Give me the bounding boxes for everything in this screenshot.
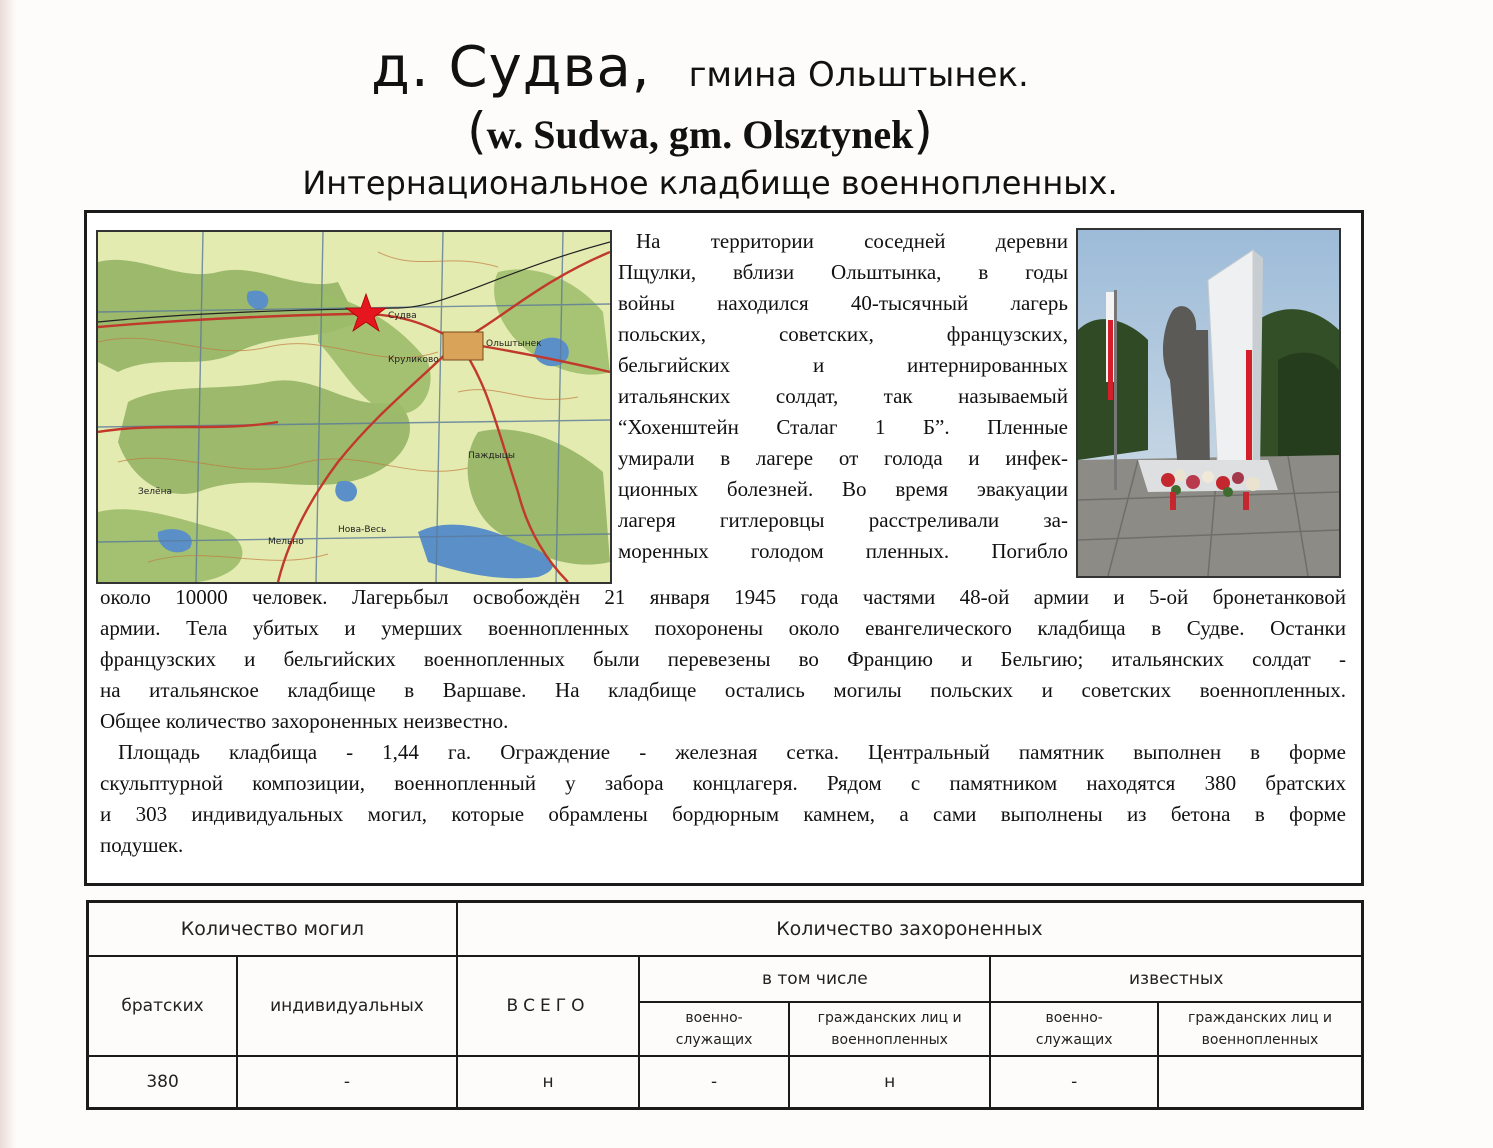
- text-line: “Хохенштейн Сталаг 1 Б”. Пленные: [618, 415, 1068, 439]
- text-line: скульптурной композиции, военнопленный у забора концлагеря. Рядом с памятником находятся 380 братских: [100, 771, 1346, 795]
- header-buried-count: Количество захороненных: [457, 902, 1363, 957]
- text-line: лагеря гитлеровцы расстреливали за-: [618, 508, 1068, 532]
- text-line: Площадь кладбища - 1,44 га. Ограждение - железная сетка. Центральный памятник выполнен в форме: [118, 740, 1346, 764]
- value-civilians-pow-known: [1158, 1056, 1363, 1109]
- latin-title: [0, 104, 1400, 159]
- open-paren: (: [467, 102, 487, 160]
- text-line: армии. Тела убитых и умерших военнопленных похоронены около евангелического кладбища в Судве. Останки: [100, 616, 1346, 640]
- text-line: польских, советских, французских,: [618, 322, 1068, 346]
- text-line: бельгийских и интернированных: [618, 353, 1068, 377]
- value-civilians-pow: н: [789, 1056, 991, 1109]
- commune-name: гмина Ольштынек.: [688, 55, 1029, 95]
- header-including: в том числе: [639, 956, 990, 1002]
- table-header-row: [88, 956, 1363, 1002]
- header-civilians-pow-known: гражданских лиц и военнопленных: [1158, 1002, 1363, 1056]
- header-mass-graves: братских: [88, 956, 238, 1056]
- memorial-photo: [1076, 228, 1341, 578]
- text-line: итальянских солдат, так называемый: [618, 384, 1068, 408]
- text-line: подушек.: [100, 833, 184, 857]
- map-label-sudwa: Судва: [388, 311, 417, 321]
- value-military-known: -: [990, 1056, 1158, 1109]
- page-subtitle: Интернациональное кладбище военнопленных.: [302, 164, 1118, 202]
- map-graphic: [98, 232, 610, 582]
- text-line: ционных болезней. Во время эвакуации: [618, 477, 1068, 501]
- text-line: Пщулки, вблизи Ольштынка, в годы: [618, 260, 1068, 284]
- value-mass-graves: 380: [88, 1056, 238, 1109]
- description-bottom: [100, 582, 1346, 861]
- village-name: д. Судва,: [371, 35, 651, 100]
- value-military: -: [639, 1056, 789, 1109]
- latin-name: w. Sudwa, gm. Olsztynek: [486, 112, 914, 157]
- text-line: моренных голодом пленных. Погибло: [618, 539, 1068, 563]
- header-military: военно- служащих: [639, 1002, 789, 1056]
- text-line: войны находился 40-тысячный лагерь: [618, 291, 1068, 315]
- text-line: умирали в лагере от голода и инфек-: [618, 446, 1068, 470]
- map-label-olsztynek: Ольштынек: [486, 339, 542, 349]
- map-label-melno: Мельно: [268, 537, 304, 547]
- map-label-pazhdycy: Паждыцы: [468, 451, 515, 461]
- text-line: и 303 индивидуальных могил, которые обрамлены бордюрным камнем, а сами выполнены из бетона в форме: [100, 802, 1346, 826]
- memorial-photo-graphic: [1078, 230, 1339, 576]
- text-line: Общее количество захороненных неизвестно.: [100, 709, 509, 733]
- map-label-zelena: Зелёна: [138, 487, 172, 497]
- text-line: На территории соседней деревни: [636, 229, 1068, 253]
- text-line: около 10000 человек. Лагерьбыл освобождён 21 января 1945 года частями 48-ой армии и 5-ой бронетанковой: [100, 585, 1346, 609]
- header-individual-graves: индивидуальных: [237, 956, 457, 1056]
- value-individual-graves: -: [237, 1056, 457, 1109]
- value-total: н: [457, 1056, 639, 1109]
- page-title: [0, 35, 1400, 100]
- close-paren: ): [913, 102, 933, 160]
- map-label-nova-ves: Нова-Весь: [338, 525, 387, 535]
- map-label-krulikovo: Круликово: [388, 355, 439, 365]
- header-graves-count: Количество могил: [88, 902, 457, 957]
- header-civilians-pow: гражданских лиц и военнопленных: [789, 1002, 991, 1056]
- header-known: известных: [990, 956, 1362, 1002]
- text-line: на итальянское кладбище в Варшаве. На кладбище остались могилы польских и советских военнопленных.: [100, 678, 1346, 702]
- burial-stats-table: [86, 900, 1364, 1110]
- text-line: французских и бельгийских военнопленных были перевезены во Францию и Бельгию; итальянских солдат -: [100, 647, 1346, 671]
- table-header-row: [88, 902, 1363, 957]
- header-military-known: военно- служащих: [990, 1002, 1158, 1056]
- topographic-map: [96, 230, 612, 584]
- header-total: ВСЕГО: [457, 956, 639, 1056]
- table-row: [88, 1056, 1363, 1109]
- description-top: [618, 226, 1068, 567]
